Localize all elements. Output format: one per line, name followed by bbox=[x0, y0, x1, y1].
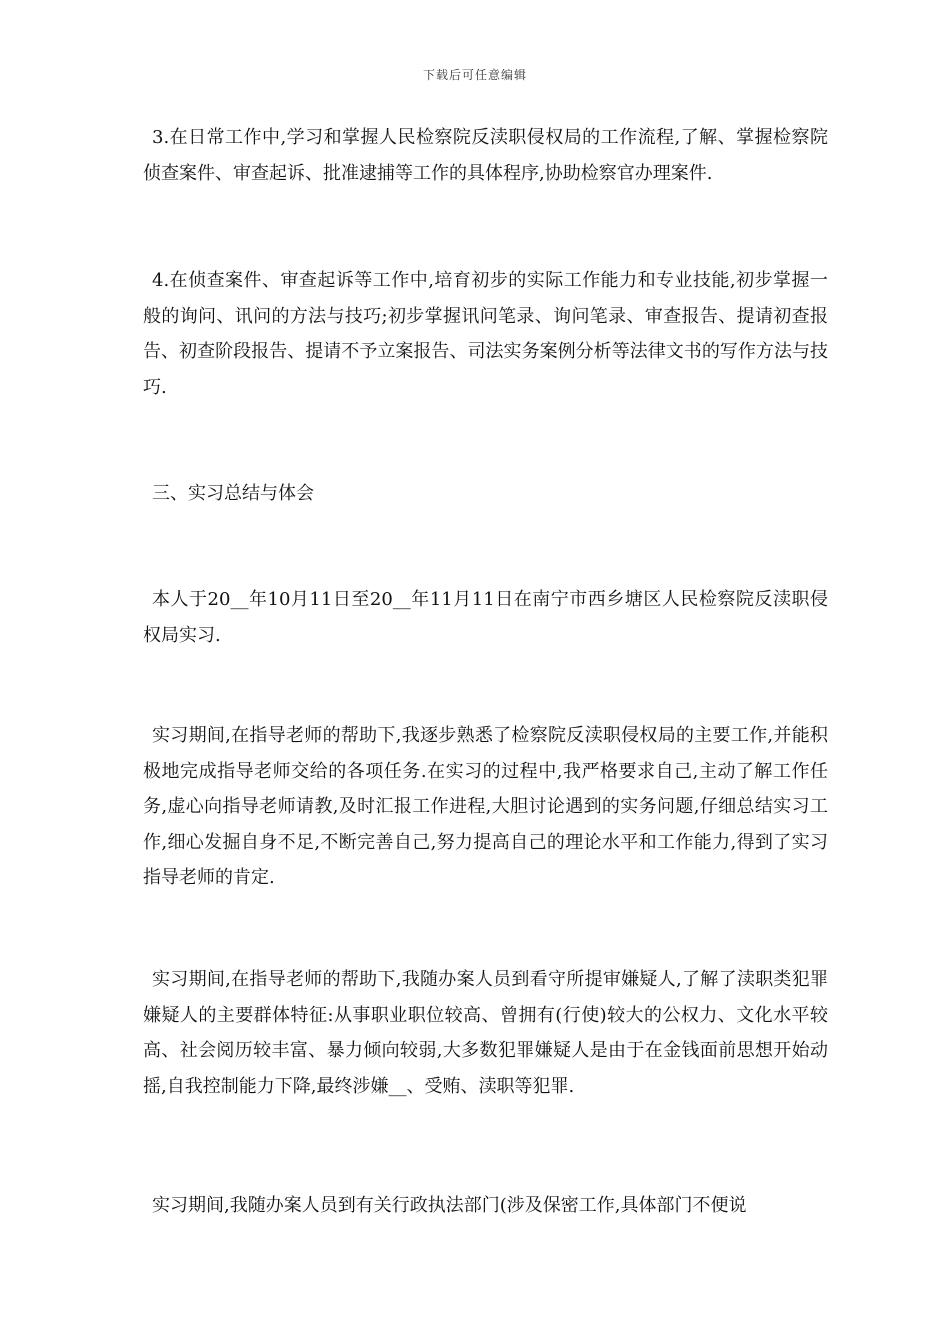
paragraph-suspect-interrogation: 实习期间,在指导老师的帮助下,我随办案人员到看守所提审嫌疑人,了解了渎职类犯罪嫌疑人的主要群体特征:从事职业职位较高、曾拥有(行使)较大的公权力、文化水平较高、社会阅历较丰富、暴力倾向较弱,大多数犯罪嫌疑人是由于在金钱面前思想开始动摇,自我控制能力下降,最终涉嫌__、受贿、渎职等犯罪. bbox=[143, 969, 828, 1097]
paragraph-item-4: 4.在侦查案件、审查起诉等工作中,培育初步的实际工作能力和专业技能,初步掌握一般的询问、讯问的方法与技巧;初步掌握讯问笔录、询问笔录、审查报告、提请初查报告、初查阶段报告、提请不予立案报告、司法实务案例分析等法律文书的写作方法与技巧. bbox=[143, 270, 828, 398]
section-heading: 三、实习总结与体会 bbox=[152, 483, 314, 504]
paragraph-item-3: 3.在日常工作中,学习和掌握人民检察院反渎职侵权局的工作流程,了解、掌握检察院侦查案件、审查起诉、批准逮捕等工作的具体程序,协助检察官办理案件. bbox=[143, 127, 828, 184]
paragraph-internship-work: 实习期间,在指导老师的帮助下,我逐步熟悉了检察院反渎职侵权局的主要工作,并能积极地完成指导老师交给的各项任务.在实习的过程中,我严格要求自己,主动了解工作任务,虚心向指导老师请教,及时汇报工作进程,大胆讨论遇到的实务问题,仔细总结实习工作,细心发掘自身不足,不断完善自己,努力提高自己的理论水平和工作能力,得到了实习指导老师的肯定. bbox=[143, 725, 828, 888]
page-header: 下载后可任意编辑 bbox=[422, 68, 527, 82]
paragraph-enforcement-visit: 实习期间,我随办案人员到有关行政执法部门(涉及保密工作,具体部门不便说 bbox=[152, 1195, 747, 1216]
paragraph-internship-dates: 本人于20__年10月11日至20__年11月11日在南宁市西乡塘区人民检察院反渎职侵权局实习. bbox=[143, 589, 828, 646]
